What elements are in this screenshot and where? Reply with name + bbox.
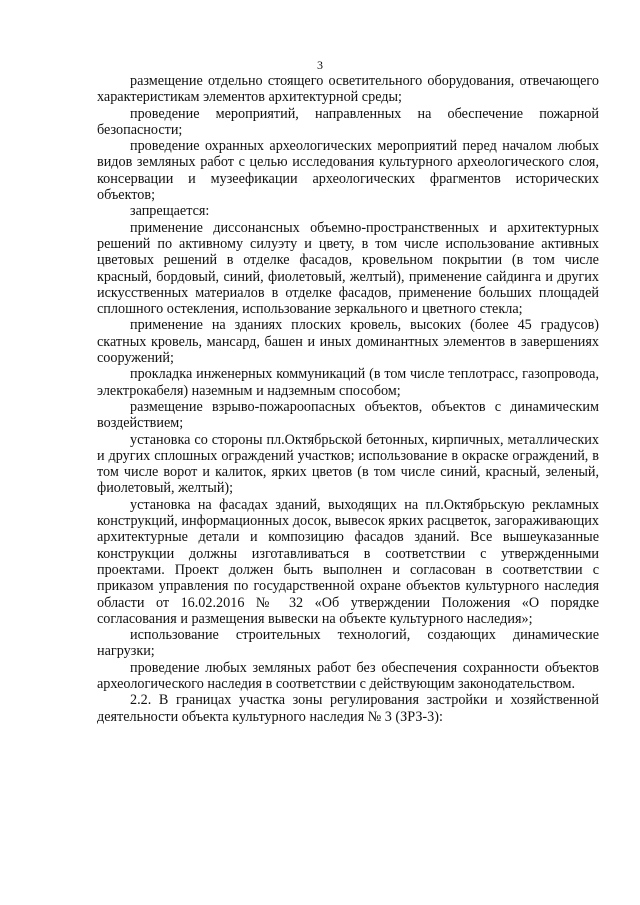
page-number: 3 [317, 58, 323, 72]
paragraph-lighting: размещение отдельно стоящего осветительного оборудования, отвечающего характеристикам элементов архитектурной среды; [97, 73, 599, 106]
paragraph-fire-safety: проведение мероприятий, направленных на обеспечение пожарной безопасности; [97, 105, 599, 138]
paragraph-flat-roofs: применение на зданиях плоских кровель, высоких (более 45 градусов) скатных кровель, мансард, башен и иных доминантных элементов в завершениях сооружений; [97, 317, 599, 367]
paragraph-prohibited-heading: запрещается: [130, 203, 210, 220]
document-body [97, 73, 599, 725]
paragraph-fences: установка со стороны пл.Октябрьской бетонных, кирпичных, металлических и других сплошных ограждений участков; использование в окраске ограждений, в том числе ворот и калиток, ярких цветов (в том числе синий, красный, зеленый, фиолетовый, желтый); [97, 431, 599, 497]
paragraph-archaeology: проведение охранных археологических мероприятий перед началом любых видов земляных работ с целью исследования культурного археологического слоя, консервации и музеефикации археологических фрагментов исторических объектов; [97, 138, 599, 204]
paragraph-dynamic-loads: использование строительных технологий, создающих динамические нагрузки; [97, 627, 599, 660]
paragraph-dissonant-solutions: применение диссонансных объемно-пространственных и архитектурных решений по активному силуэту и цвету, в том числе использование активных цветовых решений в отделке фасадов, кровельном покрытии (в том числе красный, бордовый, синий, фиолетовый, желтый), применение сайдинга и других искусственных материалов в отделке фасадов, применение больших площадей сплошного остекления, использование зеркального и цветного стекла; [97, 219, 599, 318]
paragraph-section-2-2: 2.2. В границах участка зоны регулирования застройки и хозяйственной деятельности объекта культурного наследия № 3 (ЗРЗ-3): [97, 692, 599, 725]
paragraph-advertising: установка на фасадах зданий, выходящих на пл.Октябрьскую рекламных конструкций, информационных досок, вывесок ярких расцветок, загораживающих архитектурные детали и композицию фасадов зданий. Все вышеуказанные конструкции должны изготавливаться в соответствии с утвержденными проектами. Проект должен быть выполнен и согласован в соответствии с приказом управления по государственной охране объектов культурного наследия области от 16.02.2016 № 32 «Об утверждении Положения «О порядке согласования и размещения вывески на объекте культурного наследия»; [97, 496, 599, 627]
paragraph-earthworks: проведение любых земляных работ без обеспечения сохранности объектов археологического наследия в соответствии с действующим законодательством. [97, 659, 599, 692]
paragraph-utilities: прокладка инженерных коммуникаций (в том числе теплотрасс, газопровода, электрокабеля) наземным и надземным способом; [97, 366, 599, 399]
paragraph-hazardous-objects: размещение взрыво-пожароопасных объектов, объектов с динамическим воздействием; [97, 398, 599, 432]
